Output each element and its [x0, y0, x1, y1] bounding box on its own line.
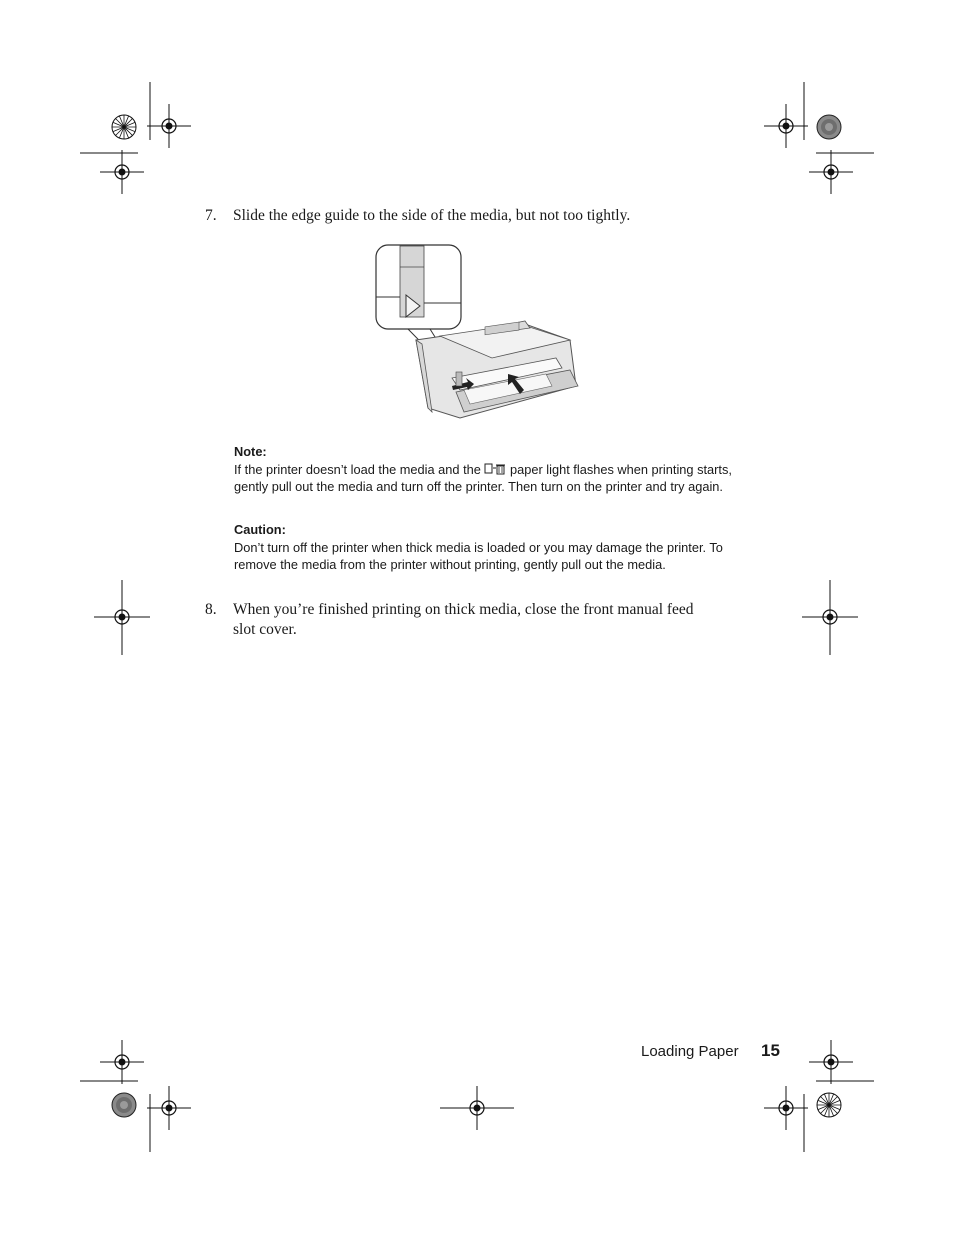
step-text — [233, 600, 753, 640]
caution-heading: Caution: — [234, 522, 286, 537]
note-text-end: paper light flashes when printing starts, gently pull out the media and turn off the printer. Then turn on the printer and try again. — [234, 461, 732, 495]
paper-light-icon — [484, 463, 506, 475]
step-number: 7. — [205, 207, 217, 224]
printer-edge-guide-illustration — [370, 240, 590, 425]
note-block — [234, 443, 744, 496]
note-text-start: If the printer doesn’t load the media and the — [234, 461, 481, 477]
note-heading: Note: — [234, 444, 267, 459]
step-text: Slide the edge guide to the side of the media, but not too tightly. — [233, 207, 631, 224]
step-text-line-1: When you’re finished printing on thick media, close the front manual feed — [233, 601, 694, 618]
step-text-line-2: slot cover. — [233, 621, 297, 638]
page-number: 15 — [761, 1041, 780, 1060]
caution-text: Don’t turn off the printer when thick media is loaded or you may damage the printer. To remove the media from the printer without printing, gently pull out the media. — [234, 539, 723, 573]
footer-section-title: Loading Paper — [641, 1043, 739, 1060]
step-number: 8. — [205, 601, 217, 618]
caution-block — [234, 521, 744, 574]
note-text — [234, 461, 744, 496]
